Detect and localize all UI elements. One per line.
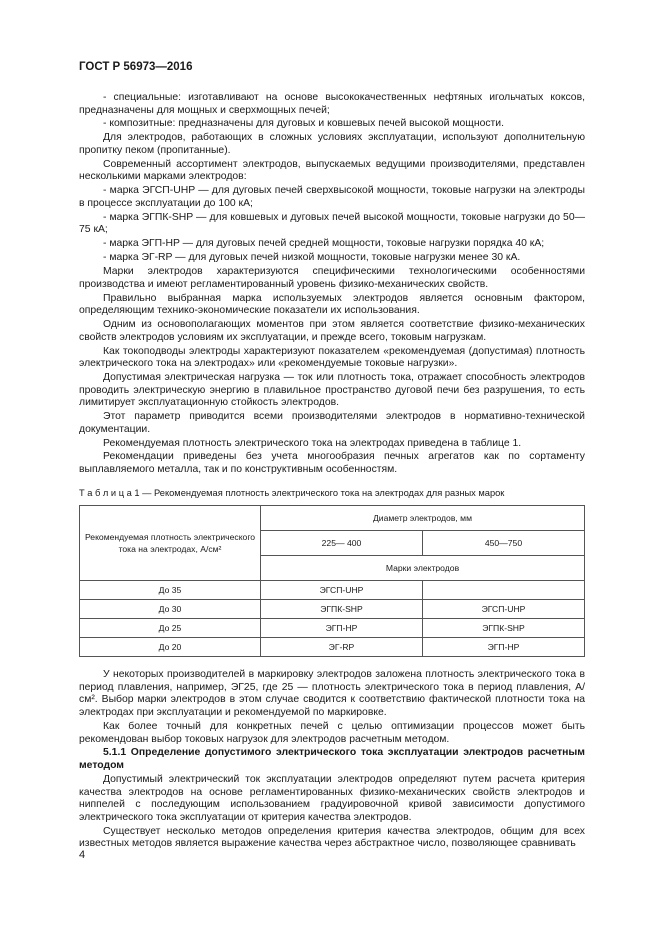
paragraph: Допустимая электрическая нагрузка — ток или плотность тока, отражает способность электродов проводить электрическую энергию в плавильное пространство дуговой печи без разрушения, то есть лимитирует эксплуатационную стойкость электродов.: [79, 372, 585, 409]
paragraph: Одним из основополагающих моментов при этом является соответствие физико-механических свойств электродов условиям их эксплуатации, и прежде всего, токовым нагрузкам.: [79, 319, 585, 343]
grade-cell: ЭГП-HP: [422, 638, 584, 657]
diameter-range-1: 225— 400: [261, 531, 423, 556]
table-row: [80, 619, 585, 638]
paragraph: Этот параметр приводится всеми производителями электродов в нормативно-технической документации.: [79, 411, 585, 435]
grades-header: Марки электродов: [261, 556, 585, 581]
density-column-header: Рекомендуемая плотность электрического тока на электродах, А/см²: [80, 506, 261, 581]
page-number: 4: [79, 849, 86, 861]
paragraph: Современный ассортимент электродов, выпускаемых ведущими производителями, представлен несколькими марками электродов:: [79, 158, 585, 183]
paragraph: - марка ЭГП-HP — для дуговых печей средней мощности, токовые нагрузки порядка 40 кА;: [103, 238, 545, 250]
paragraph: Рекомендуемая плотность электрического тока на электродах приведена в таблице 1.: [103, 437, 522, 449]
grade-cell: ЭГПК-SHP: [261, 600, 423, 619]
paragraph: Допустимый электрический ток эксплуатации электродов определяют путем расчета критерия качества электродов на основе регламентированных физико-механических свойств электродов и ниппелей с последующим использованием градуировочной кривой зависимости допустимого электрического тока эксплуатации от критерия качества электродов.: [79, 773, 585, 823]
density-cell: До 30: [80, 600, 261, 619]
page-content: [79, 92, 585, 852]
post-table-section: [79, 669, 585, 851]
paragraph: - марка ЭГПК-SHP — для ковшевых и дуговых печей высокой мощности, токовые нагрузки до 50—75 кА;: [79, 211, 585, 236]
density-cell: До 25: [80, 619, 261, 638]
paragraph: Рекомендации приведены без учета многообразия печных агрегатов как по сортаменту выплавляемого металла, так и по конструктивным особенностям.: [79, 451, 585, 476]
table-row: [80, 600, 585, 619]
paragraph: Как токоподводы электроды характеризуют показателем «рекомендуемая (допустимая) плотность электрического тока на электродах» или «рекомендуемые токовые нагрузки».: [79, 345, 585, 370]
grade-cell: ЭГП-HP: [261, 619, 423, 638]
paragraph: Существует несколько методов определения критерия качества электродов, общим для всех известных методов является выражение качества через абстрактное число, позволяющее сравнивать: [79, 825, 585, 850]
density-cell: До 35: [80, 581, 261, 600]
grade-cell: [422, 581, 584, 600]
paragraph: - композитные: предназначены для дуговых и ковшевых печей высокой мощности.: [103, 118, 504, 130]
paragraph: Как более точный для конкретных печей с целью оптимизации процессов может быть рекомендован выбор токовых нагрузок для электродов расчетным методом.: [79, 720, 585, 745]
paragraph: - специальные: изготавливают на основе высококачественных нефтяных игольчатых коксов, предназначены для мощных и сверхмощных печей;: [79, 92, 585, 116]
grade-cell: ЭГ-RP: [261, 638, 423, 657]
paragraph: - марка ЭГ-RP — для дуговых печей низкой мощности, токовые нагрузки менее 30 кА.: [103, 252, 521, 264]
table-row: [80, 581, 585, 600]
density-cell: До 20: [80, 638, 261, 657]
section-heading: 5.1.1 Определение допустимого электрического тока эксплуатации электродов расчетным методом: [79, 747, 585, 772]
grade-cell: ЭГПК-SHP: [422, 619, 584, 638]
document-header: ГОСТ Р 56973—2016: [79, 61, 193, 73]
paragraph: Марки электродов характеризуются специфическими технологическими особенностями производства и имеют регламентированный уровень физико-механических свойств.: [79, 266, 585, 290]
paragraph: - марка ЭГСП-UHP — для дуговых печей сверхвысокой мощности, токовые нагрузки на электроды в процессе эксплуатации до 100 кА;: [79, 185, 585, 209]
paragraph: Для электродов, работающих в сложных условиях эксплуатации, используют дополнительную пропитку пеком (пропитанные).: [79, 132, 585, 156]
paragraph: Правильно выбранная марка используемых электродов является основным фактором, определяющим технико-экономические показатели их использования.: [79, 292, 585, 317]
density-table: [79, 505, 585, 657]
grade-cell: ЭГСП-UHP: [261, 581, 423, 600]
paragraph: У некоторых производителей в маркировку электродов заложена плотность электрического тока в период плавления, например, ЭГ25, где 25 — плотность электрического тока в период плавления, А/см². Выбор марки электродов в этом случае сводится к соответствию фактической плотности тока на электродах при эксплуатации и рекомендуемой по маркировке.: [79, 669, 585, 719]
table-caption: Т а б л и ц а 1 — Рекомендуемая плотность электрического тока на электродах для разных марок: [79, 487, 505, 498]
diameter-range-2: 450—750: [422, 531, 584, 556]
table-row: [80, 638, 585, 657]
diameter-header: Диаметр электродов, мм: [261, 506, 585, 531]
grade-cell: ЭГСП-UHP: [422, 600, 584, 619]
